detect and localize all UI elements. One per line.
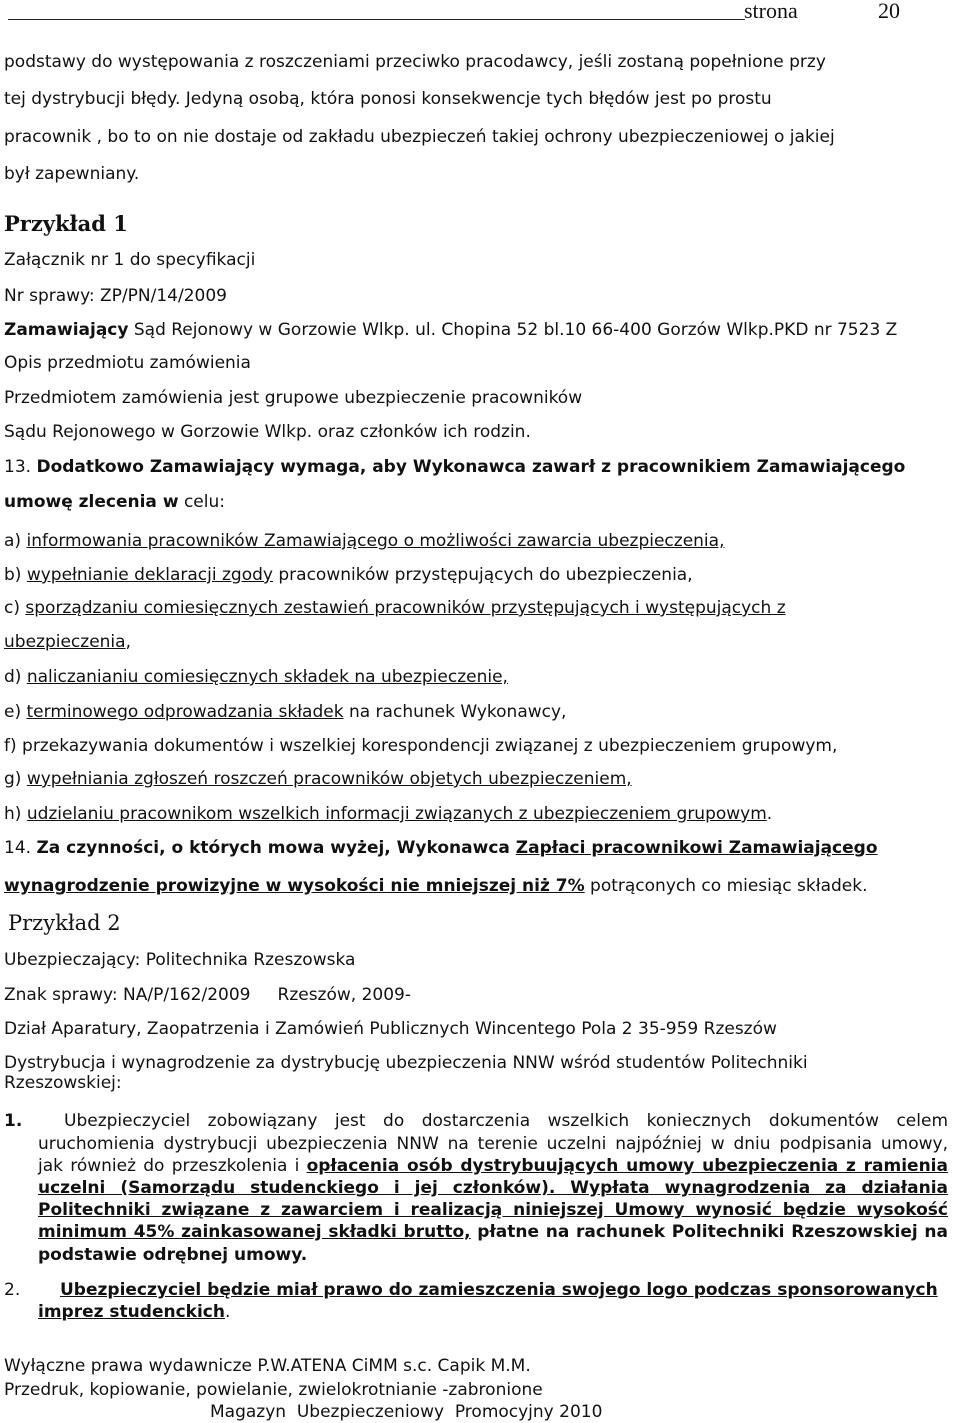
clause-14-number: 14. bbox=[4, 838, 37, 858]
insurer-line: Ubezpieczający: Politechnika Rzeszowska bbox=[4, 950, 356, 970]
point-1-line-3: jak również do przeszkolenia i opłacenia osób dystrybuujących umowy ubezpieczenia z ramienia bbox=[38, 1156, 948, 1176]
attachment-line: Załącznik nr 1 do specyfikacji bbox=[4, 250, 256, 270]
intro-line-4: był zapewniany. bbox=[4, 164, 140, 184]
case-number-2: Znak sprawy: NA/P/162/2009 Rzeszów, 2009- bbox=[4, 985, 411, 1005]
point-1-line-7: podstawie odrębnej umowy. bbox=[38, 1245, 308, 1265]
point-1-line-5: Politechniki związane z zawarciem i realizacją niniejszej Umowy wynosić będzie wysokość bbox=[38, 1200, 948, 1220]
description-title: Opis przedmiotu zamówienia bbox=[4, 353, 251, 373]
distribution-line-1: Dystrybucja i wynagrodzenie za dystrybucję ubezpieczenia NNW wśród studentów Politechniki bbox=[4, 1053, 808, 1073]
clause-13-line-1 bbox=[4, 457, 905, 477]
description-line-1: Przedmiotem zamówienia jest grupowe ubezpieczenie pracowników bbox=[4, 388, 583, 408]
clause-14-line-1: 14. Za czynności, o których mowa wyżej, Wykonawca Zapłaci pracownikowi Zamawiającego bbox=[4, 838, 878, 858]
intro-line-1: podstawy do występowania z roszczeniami przeciwko pracodawcy, jeśli zostaną popełnione przy bbox=[4, 52, 826, 72]
point-1-line-6: minimum 45% zainkasowanej składki brutto, płatne na rachunek Politechniki Rzeszowskiej na bbox=[38, 1222, 948, 1242]
clause-13-bold: umowę zlecenia w bbox=[4, 492, 179, 512]
description-line-2: Sądu Rejonowego w Gorzowie Wlkp. oraz członków ich rodzin. bbox=[4, 422, 531, 442]
list-item: f) przekazywania dokumentów i wszelkiej korespondencji związanej z ubezpieczeniem grupowym, bbox=[4, 736, 838, 756]
clause-13-rest: celu: bbox=[178, 492, 225, 512]
page-number: 20 bbox=[878, 0, 900, 23]
list-item: c) sporządzaniu comiesięcznych zestawień pracowników przystępujących i występujących z bbox=[4, 598, 786, 618]
point-2-line-2: imprez studenckich. bbox=[38, 1302, 231, 1322]
list-item: e) terminowego odprowadzania składek na rachunek Wykonawcy, bbox=[4, 702, 567, 722]
list-item: h) udzielaniu pracownikom wszelkich informacji związanych z ubezpieczeniem grupowym. bbox=[4, 804, 773, 824]
list-item: g) wypełniania zgłoszeń roszczeń pracowników objetych ubezpieczeniem, bbox=[4, 769, 632, 789]
list-item: b) wypełnianie deklaracji zgody pracowników przystępujących do ubezpieczenia, bbox=[4, 565, 693, 585]
list-item: a) informowania pracowników Zamawiającego o możliwości zawarcia ubezpieczenia, bbox=[4, 531, 725, 551]
intro-line-2: tej dystrybucji błędy. Jedyną osobą, która ponosi konsekwencje tych błędów jest po prostu bbox=[4, 89, 772, 109]
ordering-party bbox=[4, 320, 897, 340]
clause-14-line-2: wynagrodzenie prowizyjne w wysokości nie mniejszej niż 7% potrąconych co miesiąc składek. bbox=[4, 876, 868, 896]
clause-13-text: Dodatkowo Zamawiający wymaga, aby Wykonawca zawarł z pracownikiem Zamawiającego bbox=[36, 457, 906, 477]
intro-line-3: pracownik , bo to on nie dostaje od zakładu ubezpieczeń takiej ochrony ubezpieczeniowej o jakiej bbox=[4, 127, 835, 147]
page-label: strona bbox=[744, 0, 798, 23]
case-number: Nr sprawy: ZP/PN/14/2009 bbox=[4, 286, 227, 306]
list-item: ubezpieczenia, bbox=[4, 632, 131, 652]
point-1-line-2: uruchomienia dystrybucji ubezpieczenia NNW na terenie uczelni najpóźniej w dniu podpisania umowy, bbox=[38, 1134, 948, 1154]
department-line: Dział Aparatury, Zaopatrzenia i Zamówień Publicznych Wincentego Pola 2 35-959 Rzeszów bbox=[4, 1019, 777, 1039]
footer-magazine: Magazyn Ubezpieczeniowy Promocyjny 2010 bbox=[210, 1402, 603, 1422]
footer-rights: Wyłączne prawa wydawnicze P.W.ATENA CiMM s.c. Capik M.M. bbox=[4, 1356, 531, 1376]
example-1-heading: Przykład 1 bbox=[4, 211, 128, 236]
ordering-label: Zamawiający bbox=[4, 320, 129, 340]
list-item: d) naliczanianiu comiesięcznych składek na ubezpieczenie, bbox=[4, 667, 508, 687]
ordering-value: Sąd Rejonowy w Gorzowie Wlkp. ul. Chopina 52 bl.10 66-400 Gorzów Wlkp.PKD nr 7523 Z bbox=[128, 320, 898, 340]
example-2-heading: Przykład 2 bbox=[8, 911, 121, 935]
point-2-number: 2. bbox=[4, 1280, 21, 1300]
point-1-line-4: uczelni (Samorządu studenckiego i jej członków). Wypłata wynagrodzenia za działania bbox=[38, 1178, 948, 1198]
header-rule bbox=[8, 19, 745, 20]
point-1-number: 1. bbox=[4, 1111, 23, 1131]
point-2-line-1: Ubezpieczyciel będzie miał prawo do zamieszczenia swojego logo podczas sponsorowanych bbox=[60, 1280, 938, 1300]
point-1-line-1: Ubezpieczyciel zobowiązany jest do dostarczenia wszelkich koniecznych dokumentów celem bbox=[64, 1111, 948, 1131]
clause-13-number: 13. bbox=[4, 457, 37, 477]
clause-13-line-2 bbox=[4, 492, 225, 512]
footer-copy-notice: Przedruk, kopiowanie, powielanie, zwielokrotnianie -zabronione bbox=[4, 1380, 543, 1400]
distribution-line-2: Rzeszowskiej: bbox=[4, 1073, 122, 1093]
